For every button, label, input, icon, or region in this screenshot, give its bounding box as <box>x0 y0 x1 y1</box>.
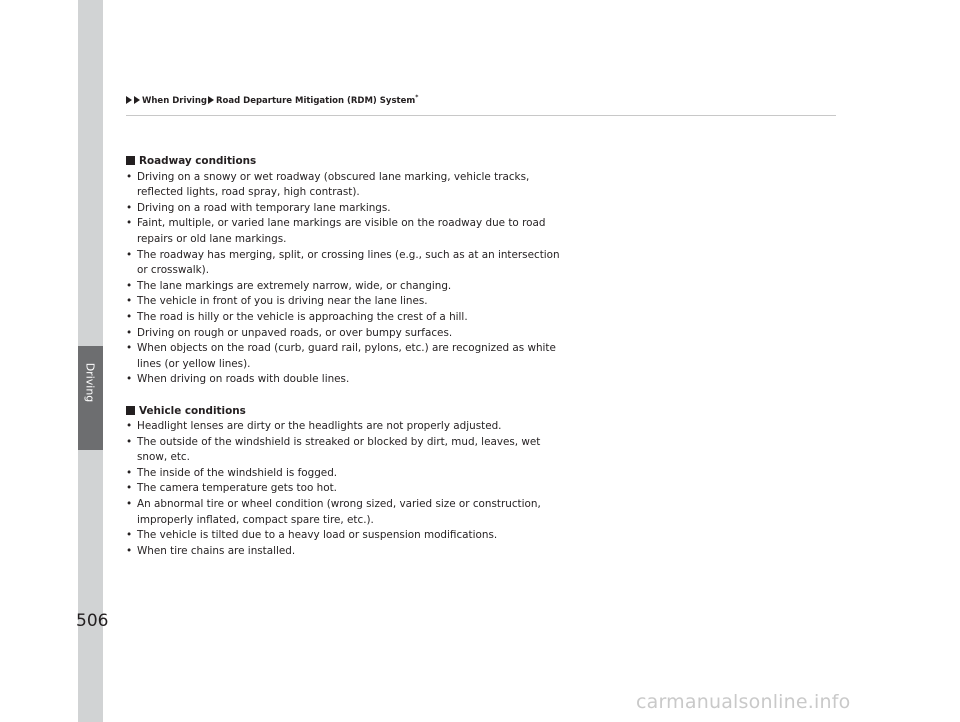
list-item: • When driving on roads with double lines. <box>126 373 350 386</box>
section-heading-roadway: Roadway conditions <box>126 154 566 170</box>
list-item: • Headlight lenses are dirty or the headlights are not properly adjusted. <box>126 420 502 433</box>
list-item: • Driving on rough or unpaved roads, or over bumpy surfaces. <box>126 326 453 339</box>
list-item: • The outside of the windshield is streaked or blocked by dirt, mud, leaves, wet snow, etc. <box>126 435 541 464</box>
watermark: carmanualsonline.info <box>636 691 851 713</box>
chapter-label: Driving <box>83 362 97 403</box>
list-item: • The camera temperature gets too hot. <box>126 482 337 495</box>
header-divider <box>126 115 836 116</box>
list-item: • Driving on a snowy or wet roadway (obscured lane marking, vehicle tracks, reflected lights, road spray, high contrast). <box>126 170 530 199</box>
triangle-arrow-icon <box>208 96 214 104</box>
vehicle-conditions-list <box>126 419 566 559</box>
list-item: • When tire chains are installed. <box>126 544 296 557</box>
triangle-arrow-icon <box>126 96 132 104</box>
breadcrumb <box>126 94 418 106</box>
list-item: • The lane markings are extremely narrow, wide, or changing. <box>126 279 452 292</box>
list-item: • An abnormal tire or wheel condition (wrong sized, varied size or construction, improperly inflated, compact spare tire, etc.). <box>126 498 541 526</box>
list-item: • The inside of the windshield is fogged. <box>126 466 338 479</box>
square-bullet-icon <box>126 156 135 165</box>
triangle-arrow-icon <box>134 96 140 104</box>
list-item: • The vehicle in front of you is driving near the lane lines. <box>126 295 428 308</box>
section-heading-vehicle: Vehicle conditions <box>126 404 566 420</box>
square-bullet-icon <box>126 406 135 415</box>
list-item: • The vehicle is tilted due to a heavy load or suspension modifications. <box>126 529 498 542</box>
page-number: 506 <box>76 611 109 631</box>
breadcrumb-item-rdm-system[interactable]: Road Departure Mitigation (RDM) System <box>215 96 416 106</box>
list-item: • The roadway has merging, split, or crossing lines (e.g., such as at an intersection or crosswalk). <box>126 248 560 277</box>
footnote-mark: * <box>415 94 419 101</box>
breadcrumb-item-when-driving[interactable]: When Driving <box>142 96 207 106</box>
list-item: • Faint, multiple, or varied lane markings are visible on the roadway due to road repairs or old lane markings. <box>126 217 546 245</box>
list-item: • Driving on a road with temporary lane markings. <box>126 201 391 214</box>
list-item: • When objects on the road (curb, guard rail, pylons, etc.) are recognized as white lines (or yellow lines). <box>126 342 556 370</box>
roadway-conditions-list <box>126 170 566 388</box>
list-item: • The road is hilly or the vehicle is approaching the crest of a hill. <box>126 310 468 323</box>
main-content <box>126 154 566 559</box>
